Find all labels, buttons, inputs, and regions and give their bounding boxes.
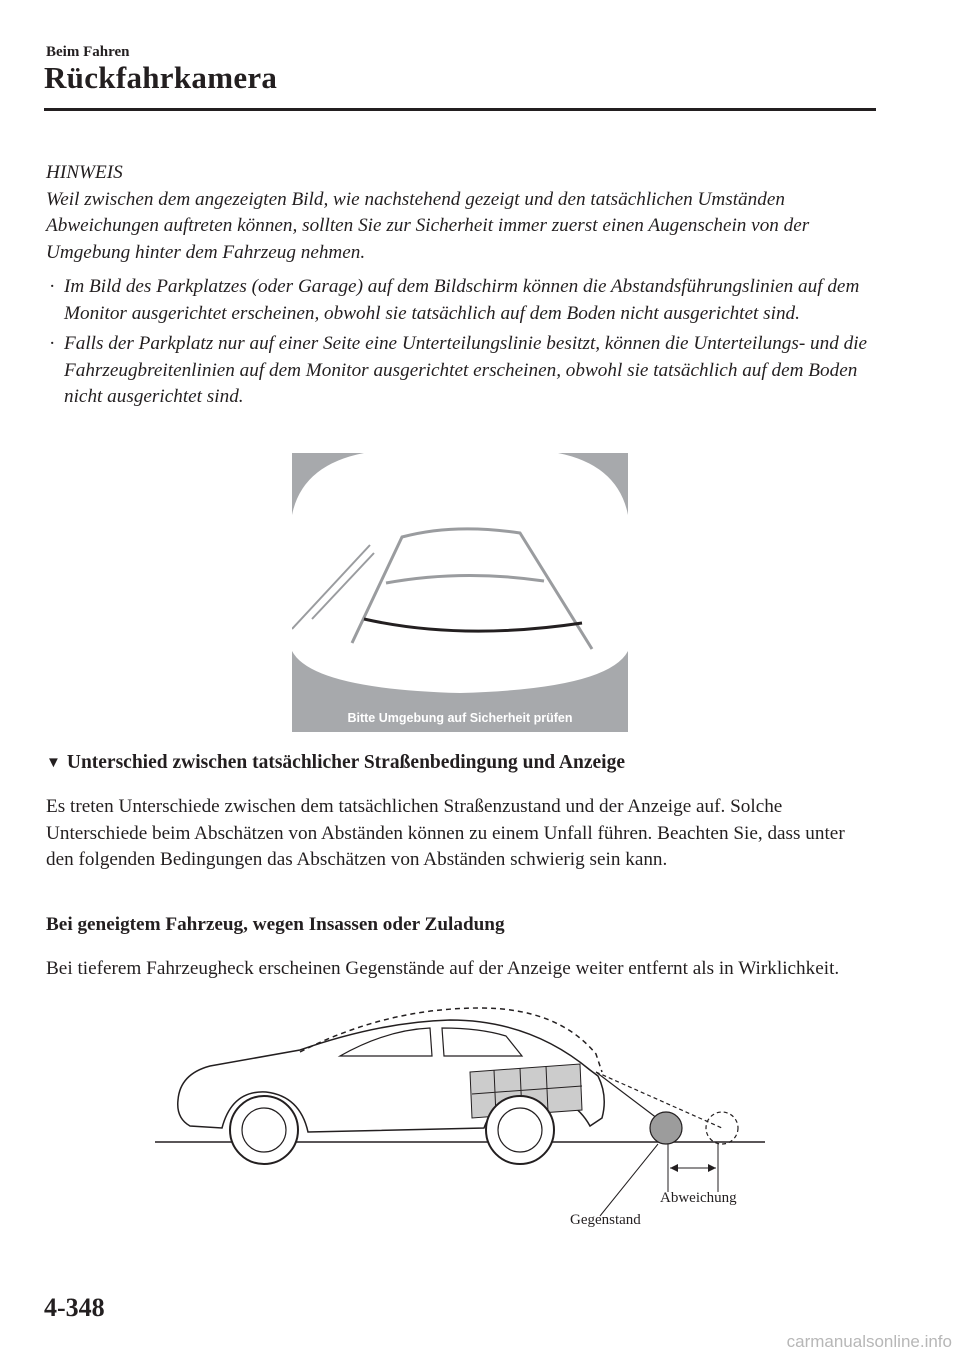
page-title: Rückfahrkamera <box>44 60 278 95</box>
bullet-dot-icon: · <box>49 333 56 354</box>
displayed-object <box>706 1112 738 1144</box>
subsection-heading <box>46 752 625 774</box>
object-label: Gegenstand <box>570 1212 641 1228</box>
section-label: Beim Fahren <box>46 44 130 60</box>
display-caption: Bitte Umgebung auf Sicherheit prüfen <box>347 711 573 725</box>
body-paragraph: Es treten Unterschiede zwischen dem tatsächlichen Straßenzustand und der Anzeige auf. Solche Unterschiede beim Abschätzen von Abständen können zu einem Unfall führen. Beachten Sie, dass unter den folgenden Bedingungen das Abschätzen von Abständen schwierig sein kann. <box>46 796 845 870</box>
bullet-dot-icon: · <box>49 276 56 297</box>
note-block <box>46 160 876 415</box>
note-bullet-item <box>46 331 876 411</box>
title-divider <box>44 108 876 111</box>
vehicle-tilt-figure <box>150 1000 770 1240</box>
page-number: 4-348 <box>44 1293 105 1322</box>
condition-paragraph: Bei tieferem Fahrzeugheck erscheinen Gegenstände auf der Anzeige weiter entfernt als in Wirklichkeit. <box>46 958 840 979</box>
deviation-label: Abweichung <box>660 1190 737 1206</box>
rear-rim <box>498 1108 542 1152</box>
display-view-area <box>292 453 628 693</box>
bullet-text: Im Bild des Parkplatzes (oder Garage) auf dem Bildschirm können die Abstandsführungslinien auf dem Monitor ausgerichtet erscheinen, obwohl sie tatsächlich auf dem Boden nicht ausgerichtet sind. <box>64 276 860 324</box>
condition-heading: Bei geneigtem Fahrzeug, wegen Insassen oder Zuladung <box>46 914 505 935</box>
subsection-title: Unterschied zwischen tatsächlicher Straßenbedingung und Anzeige <box>66 752 625 773</box>
triangle-marker-icon: ▼ <box>46 755 61 771</box>
note-bullet-item <box>46 274 876 327</box>
camera-display-figure <box>292 453 628 732</box>
camera-display-illustration <box>292 453 628 732</box>
object-leader-line <box>600 1144 658 1216</box>
real-object <box>650 1112 682 1144</box>
note-text: Weil zwischen dem angezeigten Bild, wie nachstehend gezeigt und den tatsächlichen Umständen Abweichungen auftreten können, sollten Sie zur Sicherheit immer zuerst einen Augenschein von der Umgebung hinter dem Fahrzeug nehmen. <box>46 188 810 263</box>
bullet-text: Falls der Parkplatz nur auf einer Seite eine Unterteilungslinie besitzt, können die Unterteilungs- und die Fahrzeugbreitenlinien auf dem Monitor ausgerichtet erscheinen, obwohl sie tatsächlich auf dem Boden nicht ausgerichtet sind. <box>64 333 868 407</box>
note-bullet-list <box>46 274 876 411</box>
watermark: carmanualsonline.info <box>786 1332 952 1351</box>
note-heading: HINWEIS <box>46 162 123 183</box>
front-rim <box>242 1108 286 1152</box>
